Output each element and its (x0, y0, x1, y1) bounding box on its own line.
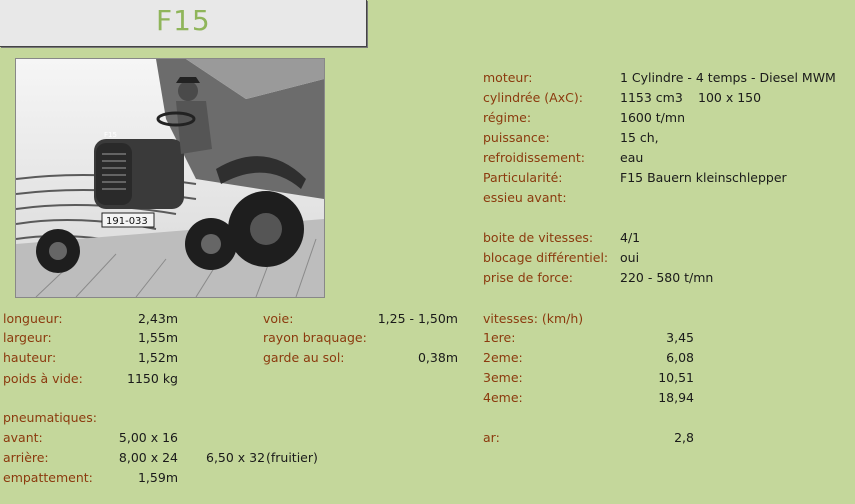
longueur-value: 2,43m (137, 311, 178, 326)
cylindree-value: 1153 cm3 (620, 90, 683, 105)
longueur-label: longueur: (3, 311, 63, 326)
speed-4-value: 18,94 (658, 390, 694, 405)
poids-label: poids à vide: (3, 371, 83, 386)
arriere-label: arrière: (3, 450, 49, 465)
reverse-label: ar: (483, 430, 500, 445)
page-title: F15 (156, 4, 211, 37)
title-box (0, 0, 367, 47)
refroidissement-value: eau (620, 150, 644, 165)
arriere-note: (fruitier) (266, 450, 318, 465)
regime-value: 1600 t/mn (620, 110, 685, 125)
boite-value: 4/1 (620, 230, 641, 245)
empattement-label: empattement: (3, 470, 93, 485)
garde-value: 0,38m (417, 350, 458, 365)
cylindree-label: cylindrée (AxC): (483, 90, 583, 105)
voie-label: voie: (263, 311, 294, 326)
cylindree-bore-stroke: 100 x 150 (698, 90, 762, 105)
prise-label: prise de force: (483, 270, 574, 285)
poids-value: 1150 kg (127, 371, 178, 386)
avant-value: 5,00 x 16 (118, 430, 178, 445)
moteur-label: moteur: (483, 70, 533, 85)
hauteur-value: 1,52m (137, 350, 178, 365)
speed-3-label: 3eme: (483, 370, 523, 385)
garde-label: garde au sol: (263, 350, 345, 365)
licence-plate: 191-033 (106, 216, 148, 227)
blocage-value: oui (620, 250, 640, 265)
blocage-label: blocage différentiel: (483, 250, 609, 265)
speed-1-value: 3,45 (666, 330, 694, 345)
pneumatiques-heading: pneumatiques: (3, 410, 97, 425)
speed-1-label: 1ere: (483, 330, 516, 345)
puissance-value: 15 ch, (620, 130, 659, 145)
refroidissement-label: refroidissement: (483, 150, 585, 165)
regime-label: régime: (483, 110, 532, 125)
puissance-label: puissance: (483, 130, 550, 145)
speed-4-label: 4eme: (483, 390, 523, 405)
hood-label: F15 (104, 131, 117, 139)
avant-label: avant: (3, 430, 43, 445)
largeur-value: 1,55m (137, 330, 178, 345)
speed-2-label: 2eme: (483, 350, 523, 365)
hauteur-label: hauteur: (3, 350, 57, 365)
essieu-label: essieu avant: (483, 190, 567, 205)
largeur-label: largeur: (3, 330, 52, 345)
empattement-value: 1,59m (137, 470, 178, 485)
rayon-label: rayon braquage: (263, 330, 367, 345)
voie-value: 1,25 - 1,50m (377, 311, 458, 326)
arriere-value-alt: 6,50 x 32 (206, 450, 266, 465)
speed-2-value: 6,08 (666, 350, 694, 365)
prise-value: 220 - 580 t/mn (620, 270, 714, 285)
arriere-value: 8,00 x 24 (118, 450, 178, 465)
particularite-label: Particularité: (483, 170, 563, 185)
vitesses-heading: vitesses: (km/h) (483, 311, 584, 326)
tractor-photo (15, 58, 325, 298)
moteur-value: 1 Cylindre - 4 temps - Diesel MWM (620, 70, 836, 85)
speed-3-value: 10,51 (658, 370, 694, 385)
particularite-value: F15 Bauern kleinschlepper (620, 170, 787, 185)
reverse-value: 2,8 (674, 430, 694, 445)
boite-label: boite de vitesses: (483, 230, 594, 245)
